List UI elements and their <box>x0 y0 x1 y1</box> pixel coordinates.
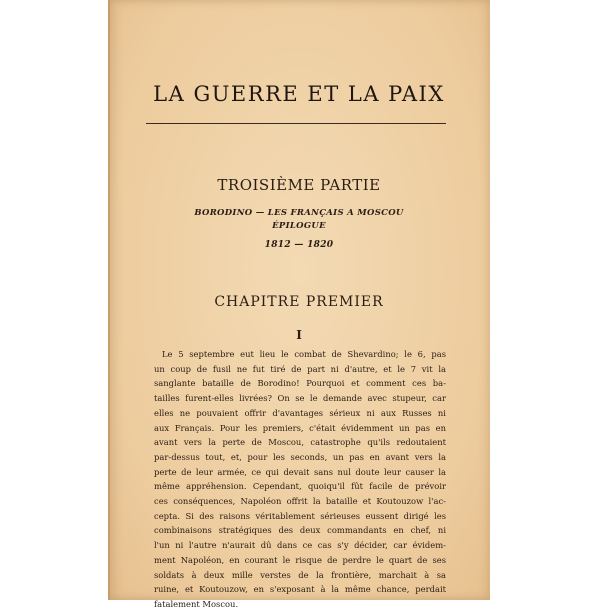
body-line: cepta. Si des raisons véritablement sérieuses eussent dirigé les <box>154 510 446 521</box>
part-title: TROISIÈME PARTIE <box>217 176 381 194</box>
book-title: LA GUERRE ET LA PAIX <box>153 82 445 106</box>
body-line: ces conséquences, Napoléon offrit la bataille et Koutouzow l'ac- <box>154 496 446 507</box>
body-line: ruine, et Koutouzow, en s'exposant à la même chance, perdait <box>154 584 446 595</box>
body-line: par-dessus tout, et, pour les seconds, un pas en avant vers la <box>154 451 446 462</box>
body-line: fatalement Moscou. <box>154 598 239 609</box>
body-paragraph <box>154 347 446 612</box>
part-subtitle: BORODINO — LES FRANÇAIS A MOSCOU <box>194 208 404 218</box>
body-line: elles ne pouvaient offrir d'avantages sérieux ni aux Russes ni <box>154 407 446 418</box>
body-line: tailles furent-elles livrées? On se le demande avec stupeur, car <box>154 393 446 404</box>
body-line: sanglante bataille de Borodino! Pourquoi et comment ces ba- <box>154 378 446 389</box>
part-dates: 1812 — 1820 <box>264 240 334 250</box>
part-subtitle-epilogue: ÉPILOGUE <box>272 221 326 231</box>
body-line: Le 5 septembre eut lieu le combat de Shevardino; le 6, pas <box>162 349 446 359</box>
body-line: même appréhension. Cependant, quoiqu'il fût facile de prévoir <box>154 481 446 492</box>
body-line: l'un ni l'autre n'aurait dû dans ce cas s'y décider, car évidem- <box>154 540 446 551</box>
section-number: I <box>296 328 302 342</box>
body-line: un coup de fusil ne fut tiré de part ni d'autre, et le 7 vit la <box>154 363 446 374</box>
book-page <box>108 0 490 609</box>
body-line: combinaisons stratégiques des deux commandants en chef, ni <box>154 525 446 536</box>
title-rule <box>146 123 446 124</box>
body-line: ment Napoléon, en courant le risque de perdre le quart de ses <box>154 554 446 565</box>
body-line: avant vers la perte de Moscou, catastrophe qu'ils redoutaient <box>154 437 446 448</box>
chapter-title: CHAPITRE PREMIER <box>214 294 384 310</box>
body-line: aux Français. Pour les premiers, c'était évidemment un pas en <box>154 422 446 433</box>
body-line: soldats à deux mille verstes de la frontière, marchait à sa <box>154 569 446 580</box>
body-line: perte de leur armée, ce qui devait sans nul doute leur causer la <box>154 466 446 477</box>
